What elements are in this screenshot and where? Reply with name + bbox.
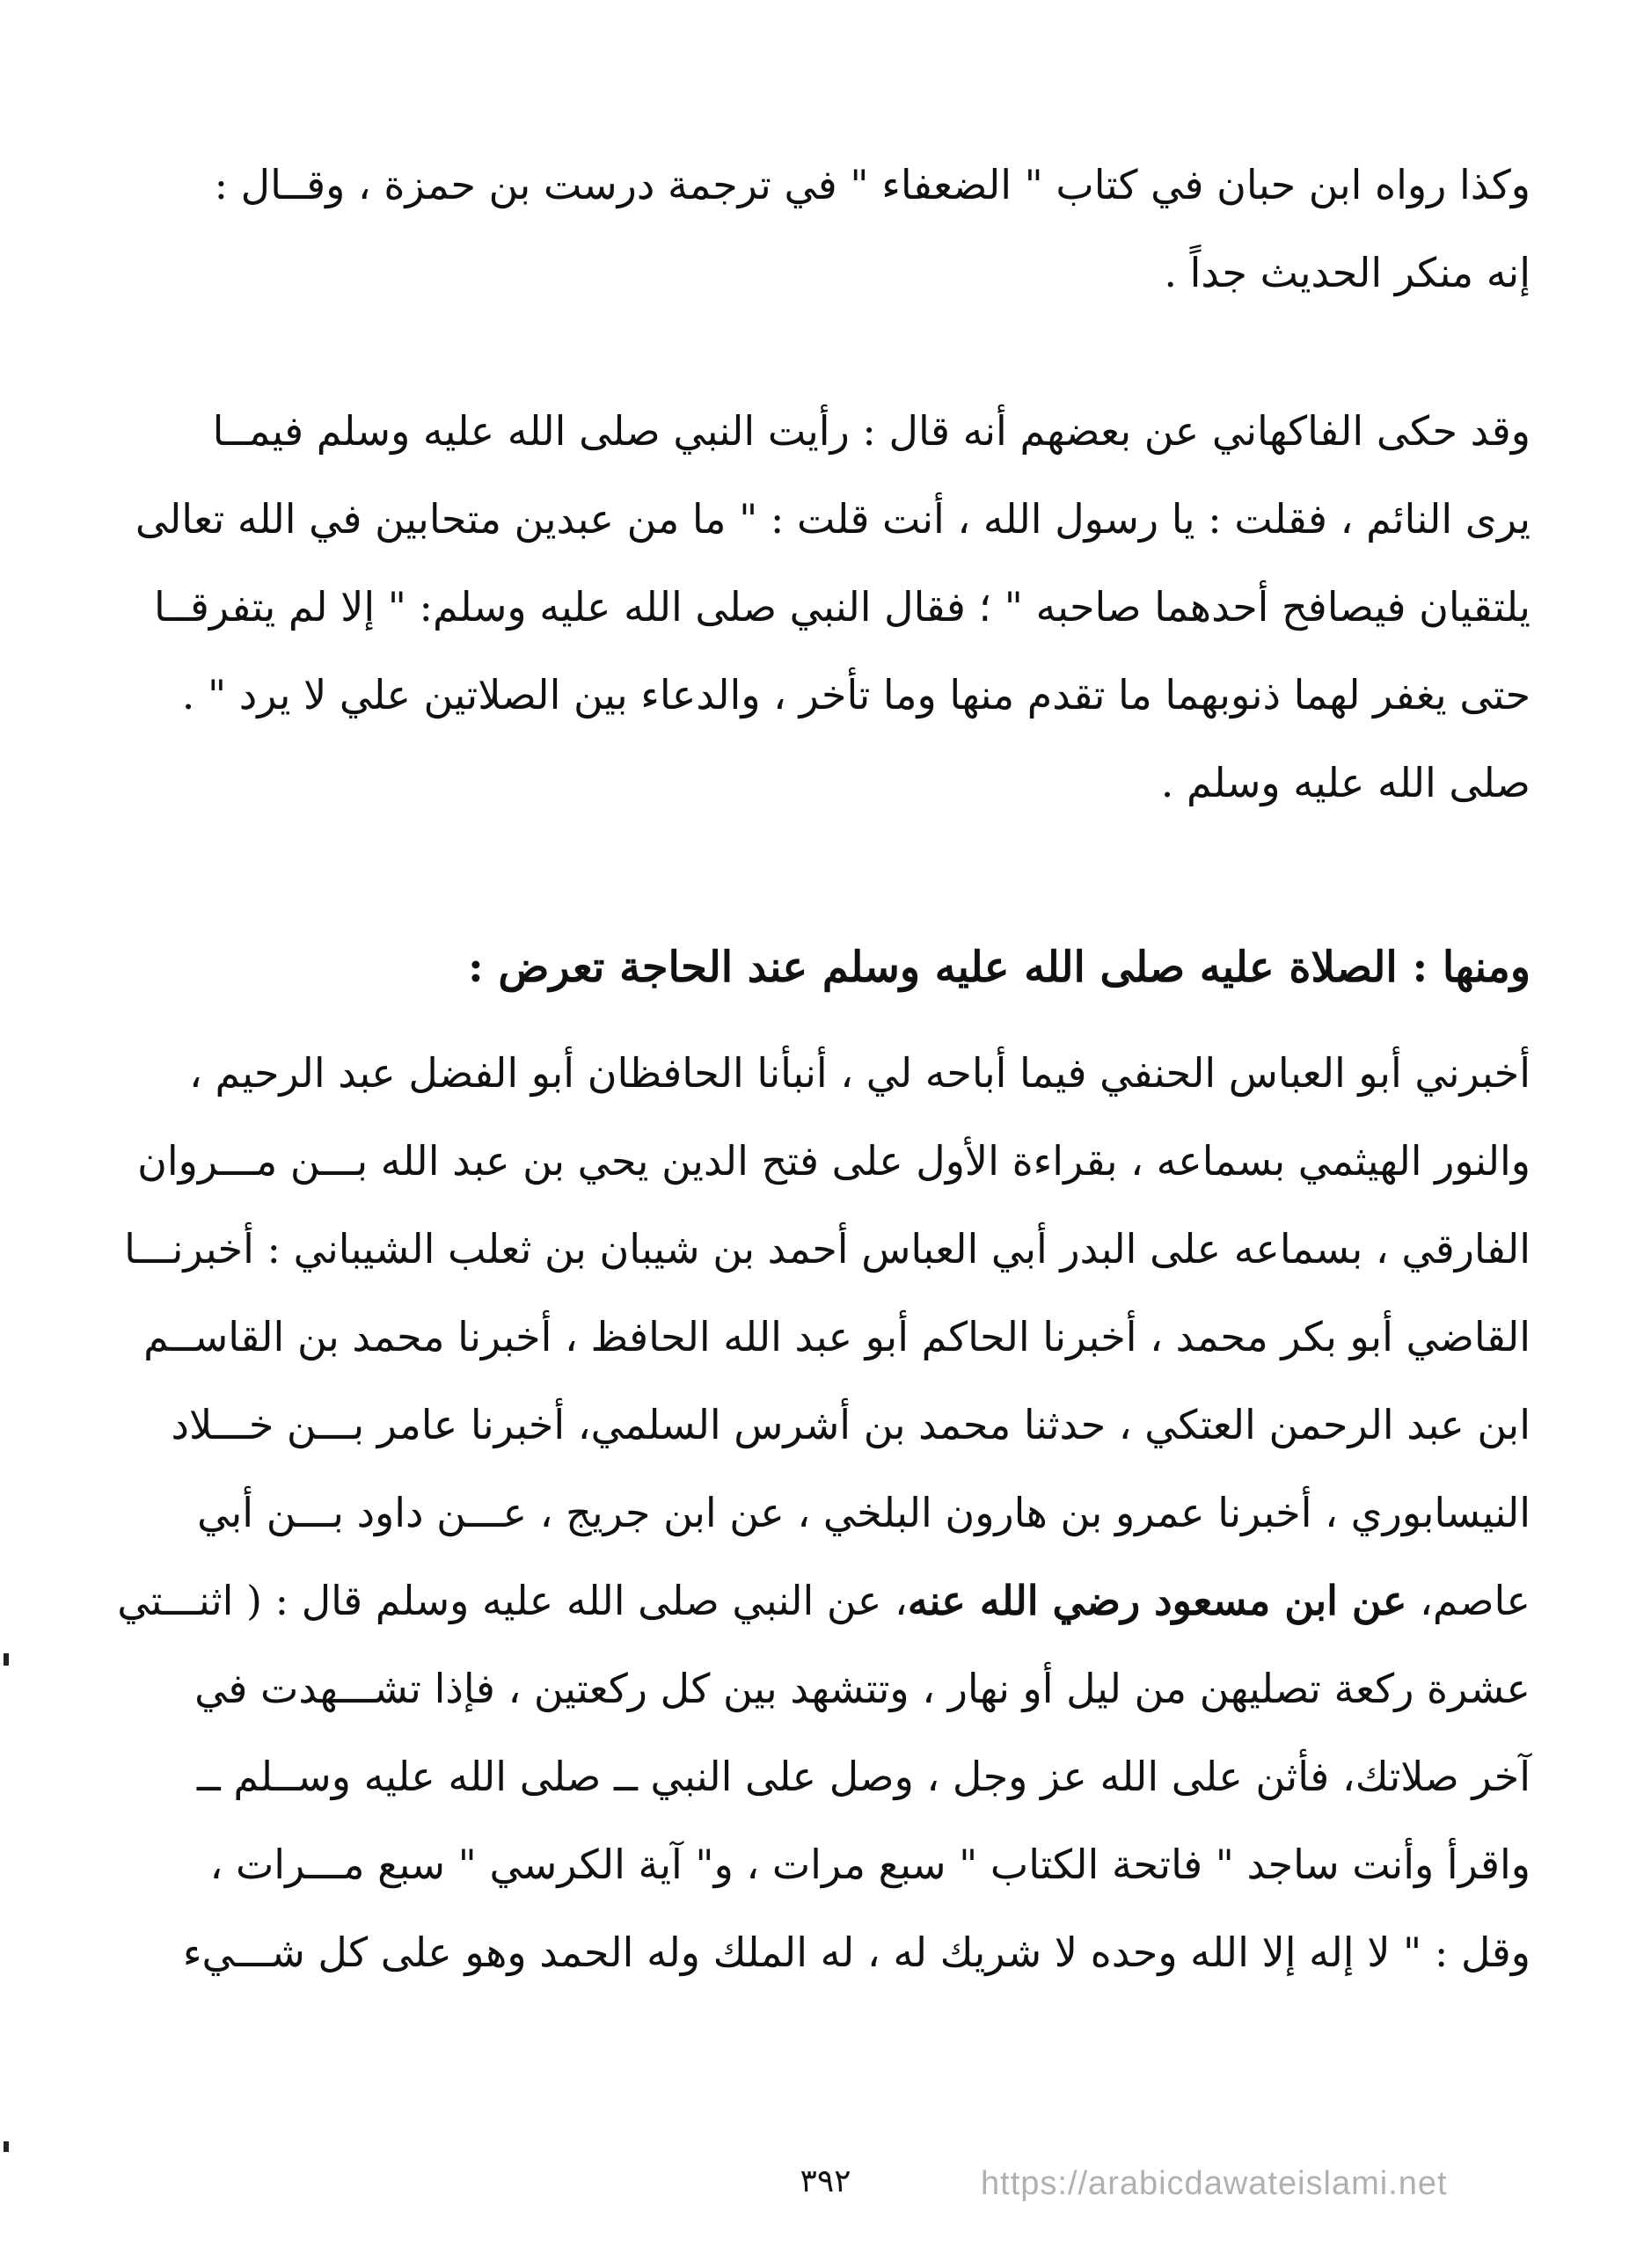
text-line: والنور الهيثمي بسماعه ، بقراءة الأول على فتح الدين يحي بن عبد الله بـــن مـــروان xyxy=(137,1137,1530,1185)
text-line: يرى النائم ، فقلت : يا رسول الله ، أنت قلت : " ما من عبدين متحابين في الله تعالى xyxy=(135,495,1530,543)
text-line: الفارقي ، بسماعه على البدر أبي العباس أحمد بن شيبان بن ثعلب الشيباني : أخبرنـــا xyxy=(124,1225,1530,1273)
paragraph-fakihani xyxy=(53,387,1530,827)
paragraph-ibn-hibban xyxy=(53,141,1530,317)
text-line: عشرة ركعة تصليهن من ليل أو نهار ، وتتشهد بين كل ركعتين ، فإذا تشـــهدت في xyxy=(194,1665,1530,1712)
text-line: آخر صلاتك، فأثن على الله عز وجل ، وصل على النبي ــ صلى الله عليه وســلم ــ xyxy=(196,1753,1530,1800)
text-line: أخبرني أبو العباس الحنفي فيما أباحه لي ، أنبأنا الحافظان أبو الفضل عبد الرحيم ، xyxy=(189,1049,1530,1097)
text-line-with-emphasis xyxy=(53,1557,1530,1644)
section-heading-line xyxy=(53,923,1530,1011)
text-line: واقرأ وأنت ساجد " فاتحة الكتاب " سبع مرات ، و" آية الكرسي " سبع مـــرات ، xyxy=(209,1841,1530,1888)
text-line: صلى الله عليه وسلم . xyxy=(1160,759,1530,806)
emphasized-narrator: عن ابن مسعود رضي الله عنه xyxy=(907,1577,1407,1624)
heading-title: الصلاة عليه صلى الله عليه وسلم عند الحاجة تعرض : xyxy=(467,943,1398,992)
text-line: القاضي أبو بكر محمد ، أخبرنا الحاكم أبو عبد الله الحافظ ، أخبرنا محمد بن القاســم xyxy=(143,1313,1530,1360)
text-line: حتى يغفر لهما ذنوبهما ما تقدم منها وما تأخر ، والدعاء بين الصلاتين علي لا يرد " . xyxy=(181,671,1530,718)
paragraph-isnad xyxy=(53,1029,1530,1996)
website-watermark: https://arabicdawateislami.net xyxy=(981,2165,1448,2202)
text-line: النيسابوري ، أخبرنا عمرو بن هارون البلخي ، عن ابن جريج ، عـــن داود بـــن أبي xyxy=(197,1489,1530,1536)
text-line: وقل : " لا إله إلا الله وحده لا شريك له ، له الملك وله الحمد وهو على كل شـــيء xyxy=(182,1929,1530,1976)
line-end: ، عن النبي صلى الله عليه وسلم قال : ( اثنـــتي xyxy=(117,1577,908,1624)
line-start: عاصم، xyxy=(1406,1577,1530,1624)
text-line: يلتقيان فيصافح أحدهما صاحبه " ؛ فقال النبي صلى الله عليه وسلم: " إلا لم يتفرقــا xyxy=(153,583,1530,631)
section-heading xyxy=(53,923,1530,1011)
page-number: ٣٩٢ xyxy=(800,2163,851,2199)
text-line: وقد حكى الفاكهاني عن بعضهم أنه قال : رأيت النبي صلى الله عليه وسلم فيمــا xyxy=(212,407,1530,455)
scan-edge-mark xyxy=(4,2141,9,2152)
heading-prefix: ومنها : xyxy=(1397,943,1530,992)
scan-edge-mark xyxy=(4,1653,9,1666)
text-line: وكذا رواه ابن حبان في كتاب " الضعفاء " في ترجمة درست بن حمزة ، وقــال : xyxy=(214,161,1530,208)
text-line: إنه منكر الحديث جداً . xyxy=(1164,249,1530,296)
text-line: ابن عبد الرحمن العتكي ، حدثنا محمد بن أشرس السلمي، أخبرنا عامر بـــن خـــلاد xyxy=(171,1401,1530,1448)
